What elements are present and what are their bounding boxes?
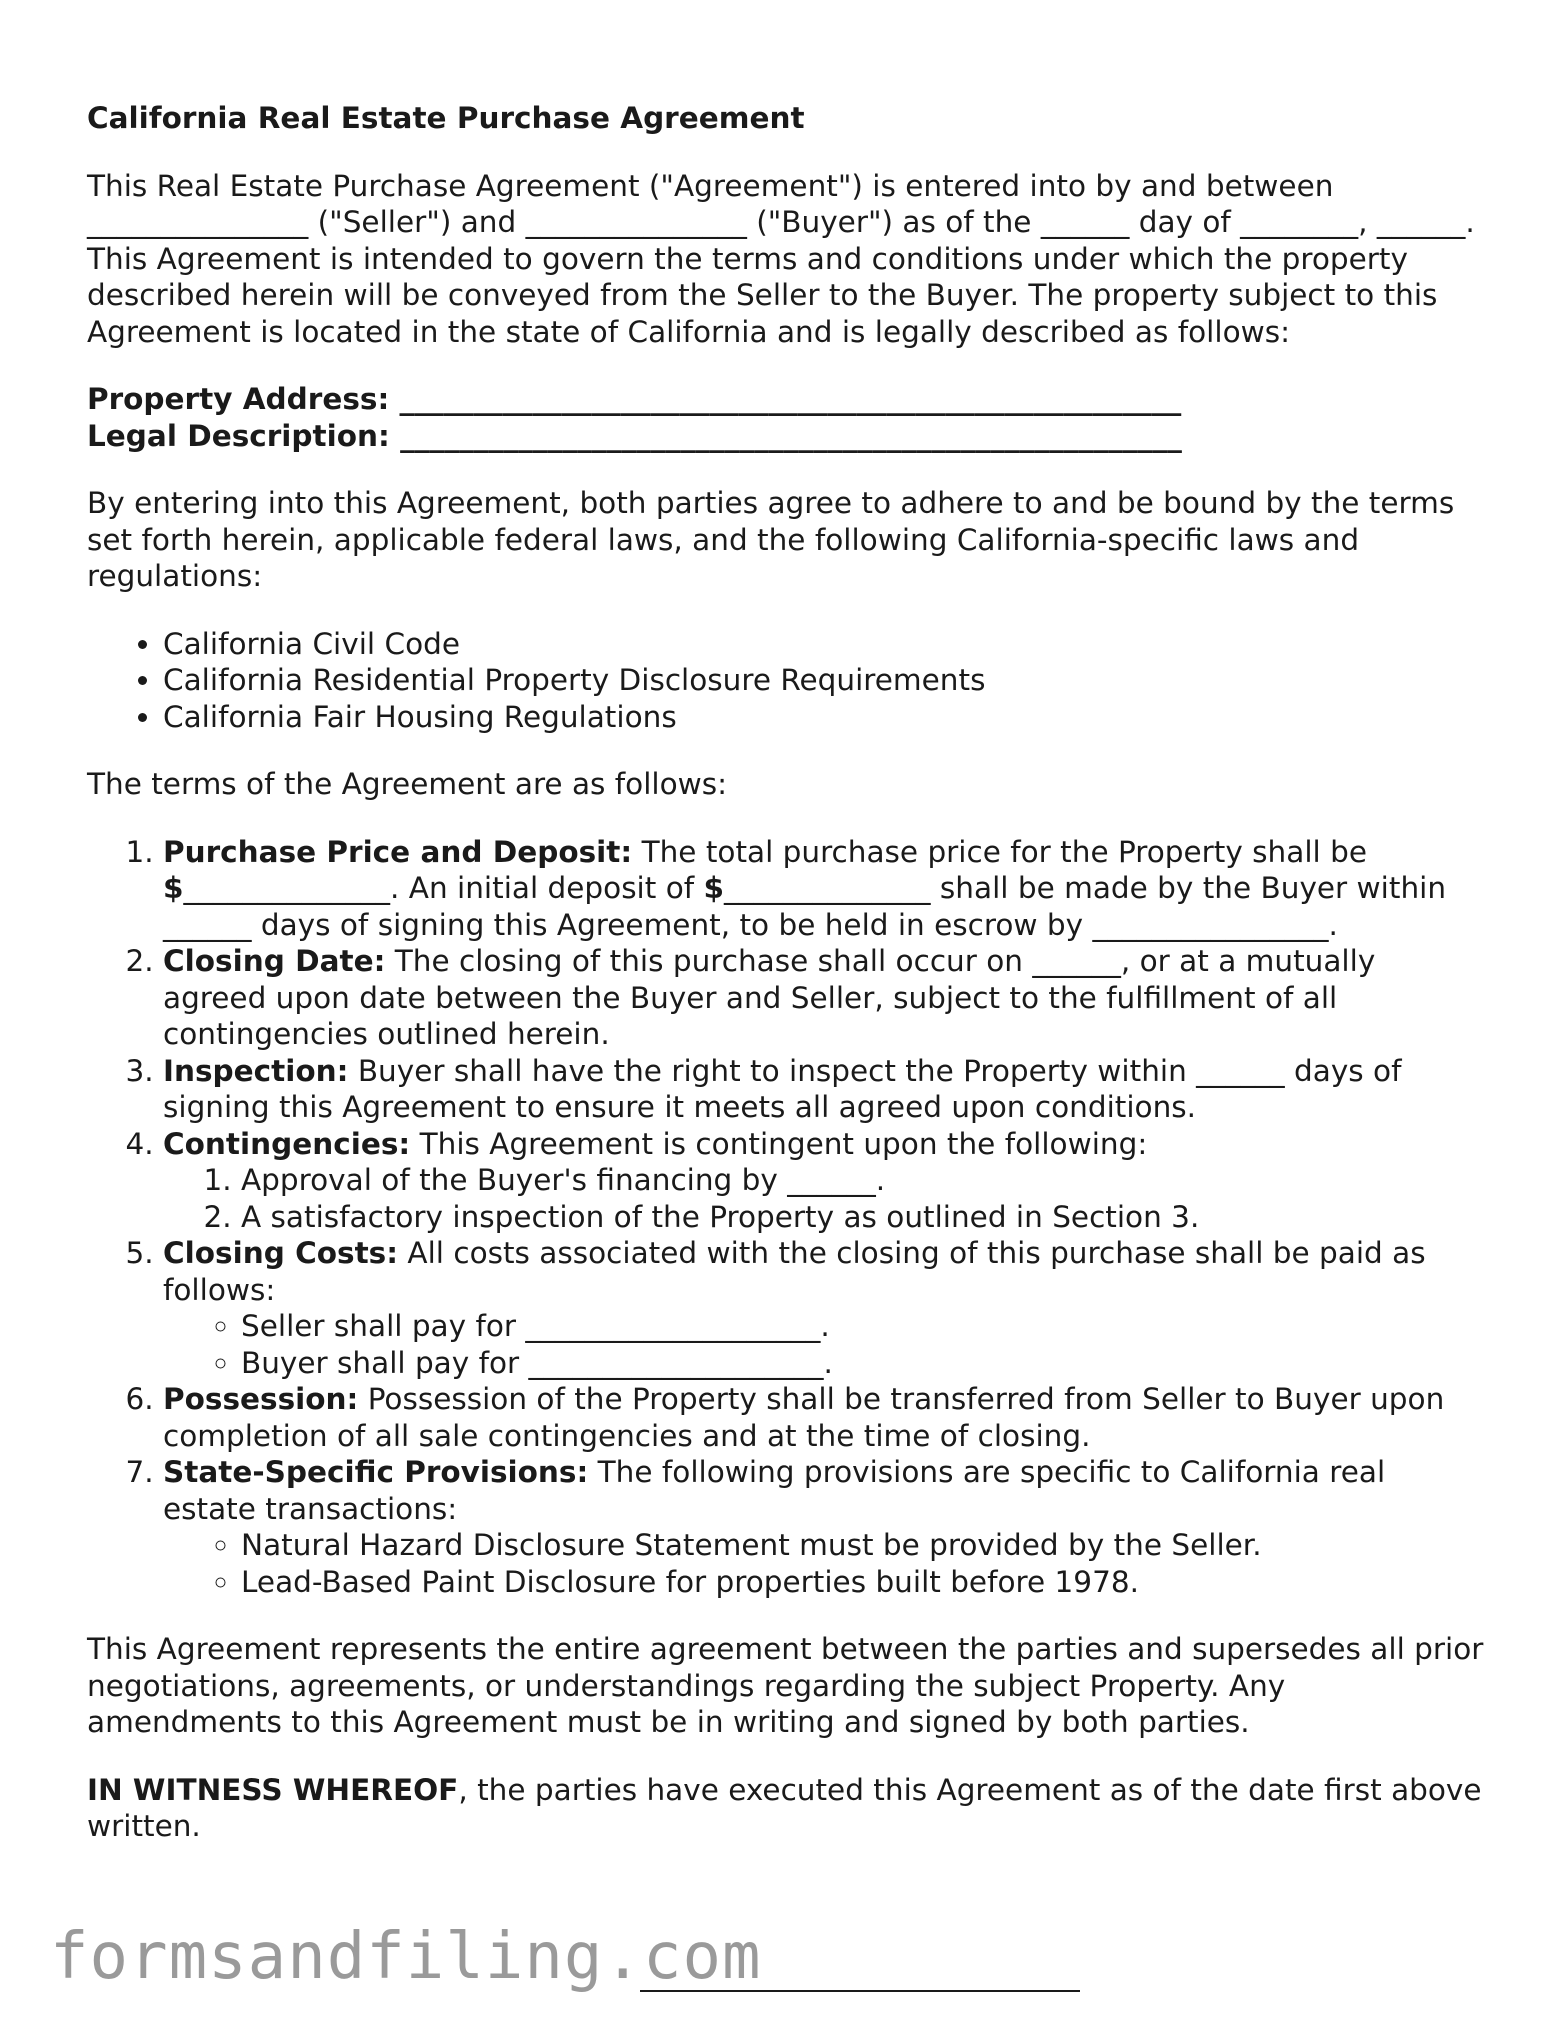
document-title: California Real Estate Purchase Agreement xyxy=(87,101,805,135)
intro-paragraph: This Real Estate Purchase Agreement ("Agreement") is entered into by and between _______________ ("Seller") and _______________ ("Buyer") as of the ______ day of ________, ______. This Agreement is intended to govern the terms and conditions under which the property described herein will be conveyed from the Seller to the Buyer. The property subject to this Agreement is located in the state of California and is legally described as follows: xyxy=(87,168,1475,349)
term-state-provisions xyxy=(163,1454,1487,1600)
witness-heading: IN WITNESS WHEREOF xyxy=(87,1772,459,1807)
term-text: This Agreement is contingent upon the following: xyxy=(410,1126,1148,1161)
property-address-field[interactable]: Property Address: _____________________________________________________ xyxy=(87,382,1182,416)
list-item: • California Residential Property Disclosure Requirements xyxy=(163,662,1487,699)
term-heading: Closing Date: xyxy=(163,944,386,978)
term-contingencies xyxy=(163,1126,1487,1236)
list-item: ◦ Seller shall pay for ____________________. xyxy=(241,1308,1487,1345)
term-text: ______________. An initial deposit of xyxy=(183,871,704,905)
term-text: The total purchase price for the Property shall be xyxy=(632,834,1367,869)
term-text: Possession of the Property shall be transferred from Seller to Buyer upon completion of all sale contingencies and at the time of closing. xyxy=(163,1382,1445,1453)
witness-text: , the parties have executed this Agreement as of the date first above written. xyxy=(87,1772,1482,1843)
terms-list xyxy=(87,834,1487,1601)
closing-costs-sublist xyxy=(163,1308,1487,1381)
contingencies-sublist xyxy=(163,1162,1487,1235)
state-provisions-sublist xyxy=(163,1527,1487,1600)
list-item: • California Civil Code xyxy=(163,626,1487,663)
term-text: ______________ shall be made by the Buyer within ______ days of signing this Agreement, to be held in escrow by ________________. xyxy=(163,871,1447,942)
list-item: ◦ Buyer shall pay for ____________________. xyxy=(241,1345,1487,1382)
property-fields xyxy=(87,381,1487,454)
entire-agreement-paragraph: This Agreement represents the entire agreement between the parties and supersedes all prior negotiations, agreements, or understandings regarding the subject Property. Any amendments to this Agreement must be in writing and signed by both parties. xyxy=(87,1632,1484,1739)
list-item: 2. A satisfactory inspection of the Property as outlined in Section 3. xyxy=(241,1199,1487,1236)
witness-paragraph xyxy=(87,1772,1487,1845)
term-heading: Inspection: xyxy=(163,1053,349,1088)
term-heading: Possession: xyxy=(163,1382,359,1416)
list-item: ◦ Natural Hazard Disclosure Statement must be provided by the Seller. xyxy=(241,1527,1487,1564)
laws-list xyxy=(87,626,1487,736)
dollar-sign: $ xyxy=(163,871,184,905)
term-inspection xyxy=(163,1053,1487,1126)
term-text: The closing of this purchase shall occur on ______, or at a mutually agreed upon date between the Buyer and Seller, subject to the fulfillment of all contingencies outlined herein. xyxy=(163,944,1376,1051)
list-item: ◦ Lead-Based Paint Disclosure for properties built before 1978. xyxy=(241,1564,1487,1601)
laws-intro-paragraph: By entering into this Agreement, both parties agree to adhere to and be bound by the terms set forth herein, applicable federal laws, and the following California-specific laws and regulations: xyxy=(87,486,1455,593)
legal-description-field[interactable]: Legal Description: _____________________________________________________ xyxy=(87,418,1182,453)
document-page xyxy=(87,100,1487,1876)
term-text: All costs associated with the closing of this purchase shall be paid as follows: xyxy=(163,1236,1426,1307)
term-heading: Closing Costs: xyxy=(163,1236,399,1270)
term-heading: Purchase Price and Deposit: xyxy=(163,834,633,869)
terms-intro-paragraph: The terms of the Agreement are as follows: xyxy=(87,767,728,801)
term-heading: State-Specific Provisions: xyxy=(163,1455,589,1489)
term-heading: Contingencies: xyxy=(163,1126,411,1161)
list-item: 1. Approval of the Buyer's financing by ______. xyxy=(241,1162,1487,1199)
term-text: Buyer shall have the right to inspect the Property within ______ days of signing this Agreement to ensure it meets all agreed upon conditions. xyxy=(163,1053,1402,1124)
watermark-text: formsandfiling.com xyxy=(50,1920,762,1994)
term-closing-costs xyxy=(163,1235,1487,1381)
term-purchase-price xyxy=(163,834,1487,944)
dollar-sign: $ xyxy=(703,871,725,905)
term-possession xyxy=(163,1381,1487,1454)
term-closing-date xyxy=(163,943,1487,1053)
term-text: The following provisions are specific to California real estate transactions: xyxy=(163,1455,1386,1526)
list-item: • California Fair Housing Regulations xyxy=(163,699,1487,736)
